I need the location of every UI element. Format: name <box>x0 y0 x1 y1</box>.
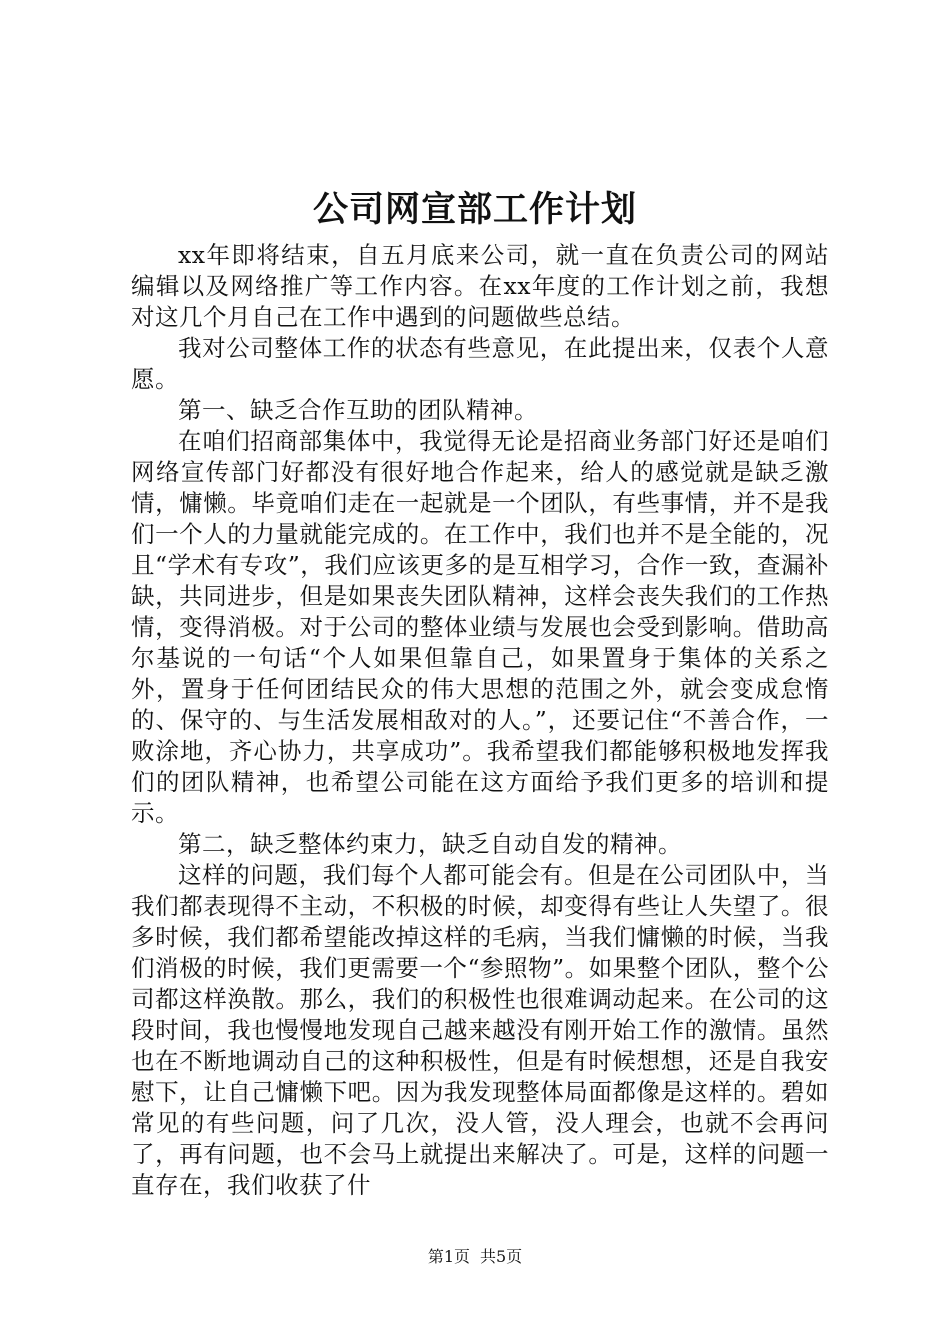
paragraph-heading-first: 第一、缺乏合作互助的团队精神。 <box>178 396 538 424</box>
document-title: 公司网宣部工作计划 <box>312 189 637 230</box>
page-number: 第1页 <box>427 1247 470 1266</box>
paragraph-initiative: 这样的问题，我们每个人都可能会有。但是在公司团队中，当我们都表现得不主动，不积极的时候，却变得有些让人失望了。很多时候，我们都希望能改掉这样的毛病，当我们慵懒的时候，当我们消极的时候，我们更需要一个“参照物”。如果整个团队，整个公司都这样涣散。那么，我们的积极性也很难调动起来。在公司的这段时间，我也慢慢地发现自己越来越没有刚开始工作的激情。虽然也在不断地调动自己的这种积极性，但是有时候想想，还是自我安慰下，让自己慵懒下吧。因为我发现整体局面都像是这样的。碧如常见的有些问题，问了几次，没人管，没人理会，也就不会再问了，再有问题，也不会马上就提出来解决了。可是，这样的问题一直存在，我们收获了什 <box>131 861 829 1199</box>
paragraph-teamwork: 在咱们招商部集体中，我觉得无论是招商业务部门好还是咱们网络宣传部门好都没有很好地合作起来，给人的感觉就是缺乏激情，慵懒。毕竟咱们走在一起就是一个团队，有些事情，并不是我们一个人的力量就能完成的。在工作中，我们也并不是全能的，况且“学术有专攻”，我们应该更多的是互相学习，合作一致，查漏补缺，共同进步，但是如果丧失团队精神，这样会丧失我们的工作热情，变得消极。对于公司的整体业绩与发展也会受到影响。借助高尔基说的一句话“个人如果但靠自己，如果置身于集体的关系之外，置身于任何团结民众的伟大思想的范围之外，就会变成怠惰的、保守的、与生活发展相敌对的人。”，还要记住“不善合作，一败涂地，齐心协力，共享成功”。我希望我们都能够积极地发挥我们的团队精神，也希望公司能在这方面给予我们更多的培训和提示。 <box>131 427 829 827</box>
page-footer <box>0 1245 950 1269</box>
paragraph-opinion: 我对公司整体工作的状态有些意见，在此提出来，仅表个人意愿。 <box>131 334 829 393</box>
paragraph-heading-second: 第二，缺乏整体约束力，缺乏自动自发的精神。 <box>178 830 682 858</box>
paragraph-intro: xx年即将结束，自五月底来公司，就一直在负责公司的网站编辑以及网络推广等工作内容。在xx年度的工作计划之前，我想对这几个月自己在工作中遇到的问题做些总结。 <box>131 241 829 331</box>
page-total: 共5页 <box>480 1247 523 1266</box>
document-body <box>131 240 829 1201</box>
